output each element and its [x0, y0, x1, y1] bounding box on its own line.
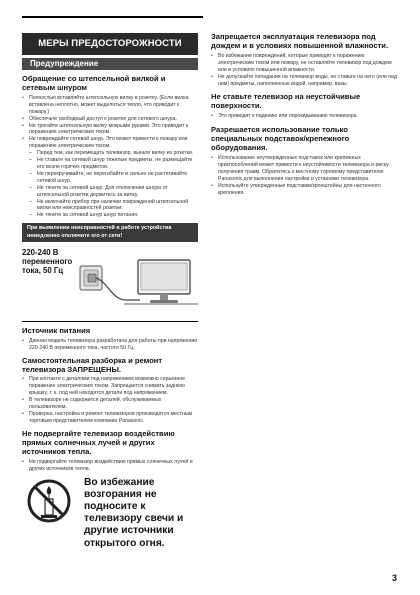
bullet-item: ▪ Не допускайте попадания на телевизор воды, не ставьте на него (или над ним) предметы, наполненные водой, например, вазы. [211, 74, 401, 88]
dash-item: – Перед тем, как перемещать телевизор, выньте вилку из розетки. [29, 150, 198, 157]
bullet-item: ▪ При контакте с деталями под напряжением возможно серьезное поражение электрическим током. Запрещается снимать заднюю крышку, т. к. под ней находятся детали под напряжением. [22, 376, 198, 397]
subheading: Предупреждение [22, 58, 198, 70]
bullet-item: ▪ Обеспечьте свободный доступ к розетке для сетевого шнура. [22, 116, 198, 123]
dash-item: – Не тяните за сетевой шнур. Для отключения шнура от штепсельной розетки держитесь за вилку. [29, 185, 198, 199]
bullet-item: ▪ Не трогайте штепсельную вилку мокрыми руками. Это приводит к поражению электрическим током. [22, 123, 198, 137]
bullet-item: ▪ Это приводит к падению или опрокидыванию телевизора. [211, 113, 401, 120]
rain-heading: Запрещается эксплуатация телевизора под дождем и в условиях повышенной влажности. [211, 32, 389, 50]
plug-bullets [22, 95, 198, 150]
bullet-item: ▪ Полностью вставляйте штепсельную вилку в розетку. (Если вилка вставлена неплотно, может выделяться тепло, что приводит к пожару.) [22, 95, 198, 116]
bullet-item: ▪ Не повреждайте сетевой шнур. Это может привести к пожару или поражению электрическим током. [22, 136, 198, 150]
dash-item: – Не тяните за сетевой шнур шнур питания. [29, 212, 198, 219]
candle-warning [22, 477, 198, 547]
candle-warning-text: Во избежание возгорания не подносите к телевизору свечи и другие источники открытого огня. [84, 476, 184, 549]
bullet-item: ▪ В телевизоре не содержится деталей, обслуживаемых пользователем. [22, 397, 198, 411]
bullet-item: ▪ Данная модель телевизора разработана для работы при напряжении 220-240 В переменного тока, частоте 50 Гц. [22, 338, 198, 352]
section-banner: МЕРЫ ПРЕДОСТОРОЖНОСТИ [22, 33, 198, 55]
bullet-item: ▪ Использование неутвержденных подставок или крепежных приспособлений может привести к неустойчивости телевизора и риску получения травм. Обратитесь к местному торговому представителю Panasonic для выполнения настройки и установки телевизора. [211, 155, 401, 183]
disassembly-heading: Самостоятельная разборка и ремонт телевизора ЗАПРЕЩЕНЫ. [22, 355, 163, 374]
no-open-flame-icon [26, 477, 72, 525]
bullet-item: ▪ Во избежание повреждений, которые приводят к поражению электрическим током или пожару, не оставляйте телевизор под дождем или в условиях повышенной влажности. [211, 53, 401, 74]
dash-item: – Не включайте прибор при наличии повреждений штепсельной вилки или неисправностей розетки. [29, 199, 198, 213]
unstable-bullets [211, 113, 401, 120]
rain-bullets [211, 53, 401, 88]
tv-plug-illustration [78, 248, 198, 314]
stands-heading: Разрешается использование только специальных подставок/крепежного оборудования. [211, 125, 350, 153]
left-column [22, 33, 198, 547]
bullet-item: ▪ Проверка, настройка и ремонт телевизоров производятся местным торговым представителем компании Panasonic. [22, 411, 198, 425]
dash-item: – Не перекручивайте, не перегибайте и сильно не растягивайте сетевой шнур. [29, 171, 198, 185]
power-bullets [22, 338, 198, 352]
voltage-label: 220-240 В переменного тока, 50 Гц [22, 247, 73, 276]
plug-heading: Обращение со штепсельной вилкой и сетевым шнуром [22, 74, 166, 92]
power-heading: Источник питания [22, 325, 91, 335]
bullet-item: ▪ Не подвергайте телевизор воздействию прямых солнечных лучей и других источников тепла. [22, 459, 198, 473]
sunlight-bullets [22, 459, 198, 473]
page-number: 3 [392, 573, 398, 583]
sunlight-heading: Не подвергайте телевизор воздействию прямых солнечных лучей и других источников тепла. [22, 428, 175, 456]
warning-box: При выявлении неисправностей в работе устройства немедленно отключите его от сети! [22, 223, 198, 242]
right-column [211, 33, 401, 197]
tv-power-figure [22, 248, 198, 322]
unstable-heading: Не ставьте телевизор на неустойчивые поверхности. [211, 92, 361, 111]
stands-bullets [211, 155, 401, 196]
disassembly-bullets [22, 376, 198, 424]
plug-dash-list [29, 150, 198, 219]
dash-item: – Не ставьте на сетевой шнур тяжелые предметы, не размещайте его возле горячих предметов. [29, 157, 198, 171]
top-rule [22, 16, 203, 18]
bullet-item: ▪ Используйте утвержденные подставки/кронштейны для настенного крепления. [211, 183, 401, 197]
divider [22, 321, 198, 322]
